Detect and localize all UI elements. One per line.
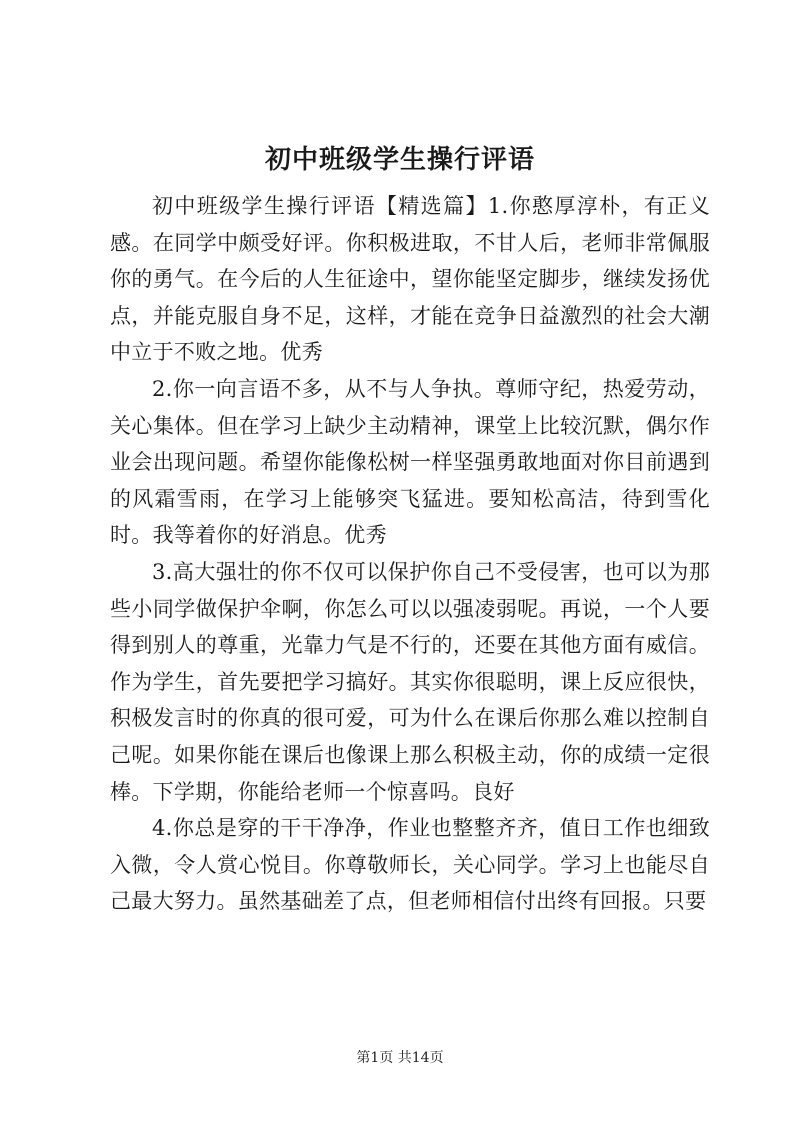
paragraph-2: 2.你一向言语不多，从不与人争执。尊师守纪，热爱劳动，关心集体。但在学习上缺少主动精神，课堂上比较沉默，偶尔作业会出现问题。希望你能像松树一样坚强勇敢地面对你目前遇到的风霜雪雨，在学习上能够突飞猛进。要知松高洁，待到雪化时。我等着你的好消息。优秀	[110, 376, 710, 548]
document-body	[110, 188, 710, 920]
paragraph-1: 初中班级学生操行评语【精选篇】1.你憨厚淳朴，有正义感。在同学中颇受好评。你积极进取，不甘人后，老师非常佩服你的勇气。在今后的人生征途中，望你能坚定脚步，继续发扬优点，并能克服自身不足，这样，才能在竞争日益激烈的社会大潮中立于不败之地。优秀	[110, 194, 710, 365]
page-number-footer: 第1页 共14页	[356, 1050, 444, 1066]
paragraph-4: 4.你总是穿的干干净净，作业也整整齐齐，值日工作也细致入微，令人赏心悦目。你尊敬师长，关心同学。学习上也能尽自己最大努力。虽然基础差了点，但老师相信付出终有回报。只要	[110, 816, 710, 914]
document-title: 初中班级学生操行评语	[264, 145, 535, 175]
paragraph-3: 3.高大强壮的你不仅可以保护你自己不受侵害，也可以为那些小同学做保护伞啊，你怎么可以以强凌弱呢。再说，一个人要得到别人的尊重，光靠力气是不行的，还要在其他方面有威信。作为学生，首先要把学习搞好。其实你很聪明，课上反应很快，积极发言时的你真的很可爱，可为什么在课后你那么难以控制自己呢。如果你能在课后也像课上那么积极主动，你的成绩一定很棒。下学期，你能给老师一个惊喜吗。良好	[110, 559, 710, 804]
